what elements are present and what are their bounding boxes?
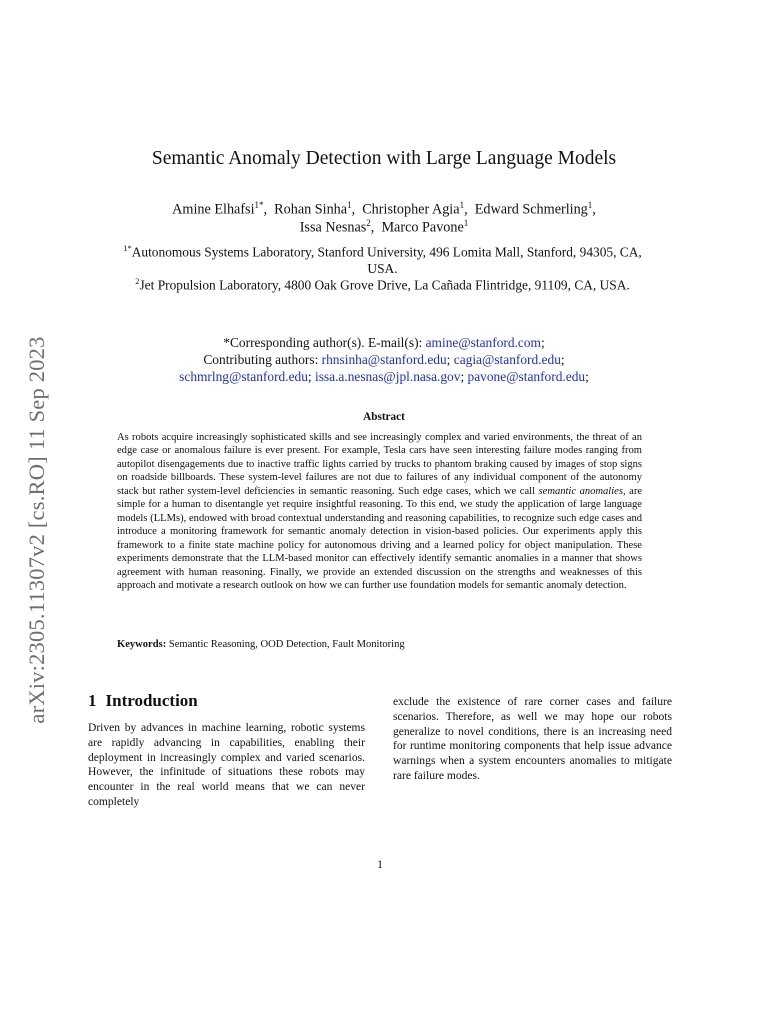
affiliation-mark: 1*	[123, 243, 132, 253]
abstract-text: As robots acquire increasingly sophisticated skills and see increasingly complex and varied environments, the threat of an edge case or anomalous failure is ever present. For example, Tesla cars have seen interesting failure modes ranging from autopilot disengagements due to inactive traffic lights carried by trucks to phantom braking caused by images of stop signs on roadside billboards. These system-level failures are not due to failures of any individual component of the autonomy stack but rather system-level deficiencies in semantic reasoning. Such edge cases, which we call	[117, 432, 642, 497]
abstract-emphasis: semantic anomalies	[538, 485, 623, 497]
author-affiliation-mark: 1*	[254, 200, 264, 210]
author-name: Marco Pavone	[381, 219, 464, 236]
corresponding-label: *Corresponding author(s). E-mail(s):	[223, 335, 426, 350]
separator: ;	[460, 369, 468, 384]
authors-line-1: Amine Elhafsi$^{1*}$, Rohan Sinha$^1$, Christopher Agia$^1$, Edward Schmerling$^1$,	[172, 200, 596, 218]
contributing-authors-line-2	[0, 368, 768, 386]
email-link[interactable]: pavone@stanford.edu	[467, 369, 586, 384]
separator: ;	[446, 352, 454, 367]
arxiv-id-text: arXiv:2305.11307v2 [cs.RO] 11 Sep 2023	[24, 336, 49, 724]
abstract-text: , are simple for a human to disentangle yet require insightful reasoning. To this end, we study the application of large language models (LLMs), endowed with broad contextual understanding and reasoning capabilities, to recognize such edge cases and introduce a monitoring framework for semantic anomaly detection in vision-based policies. Our experiments apply this framework to a finite state machine policy for autonomous driving and a learned policy for object manipulation. These experiments demonstrate that the LLM-based monitor can effectively identify semantic anomalies in a manner that shows agreement with human reasoning. Finally, we provide an extended discussion on the strengths and weaknesses of this approach and motivate a research outlook on how we can further use foundation models for semantic anomaly detection.	[117, 485, 643, 591]
author-affiliation-mark: 2	[366, 218, 371, 228]
section-number: 1	[88, 691, 97, 710]
punctuation: ;	[560, 352, 565, 367]
email-link[interactable]: rhnsinha@stanford.edu	[321, 352, 447, 367]
corresponding-email-link[interactable]: amine@stanford.com	[425, 335, 541, 350]
email-link[interactable]: schmrlng@stanford.edu	[179, 369, 308, 384]
intro-right-column: exclude the existence of rare corner cases and failure scenarios. Therefore, as well we may hope our robots generalize to novel conditions, there is an increasing need for runtime monitoring components that help issue advance warnings when a system encounters anomalies to mitigate rare failure modes.	[393, 696, 672, 782]
author-name: Edward Schmerling	[474, 201, 588, 218]
email-link[interactable]: cagia@stanford.edu	[453, 352, 561, 367]
affiliation-text: Autonomous Systems Laboratory, Stanford University, 496 Lomita Mall, Stanford, 94305, CA, USA.	[131, 244, 642, 276]
keywords-label: Keywords:	[117, 639, 167, 650]
author-affiliation-mark: 1	[347, 200, 352, 210]
section-title: Introduction	[105, 691, 198, 710]
affiliation-1	[110, 240, 655, 277]
keywords-line	[117, 639, 405, 650]
author-name: Rohan Sinha	[274, 201, 348, 218]
author-affiliation-mark: 1	[463, 218, 469, 228]
keywords-text: Semantic Reasoning, OOD Detection, Fault Monitoring	[166, 639, 405, 650]
author-affiliation-mark: 1	[459, 200, 465, 210]
contributing-authors-line-1	[0, 351, 768, 369]
separator: ;	[307, 369, 315, 384]
corresponding-author-line	[0, 334, 768, 352]
authors-line-2: Issa Nesnas$^2$, Marco Pavone$^1$	[299, 218, 469, 236]
contributing-label: Contributing authors:	[203, 352, 322, 367]
author-name: Amine Elhafsi	[172, 201, 255, 218]
email-link[interactable]: issa.a.nesnas@jpl.nasa.gov	[314, 369, 461, 384]
section-heading	[88, 691, 198, 711]
punctuation: ;	[540, 335, 545, 350]
intro-left-column: Driven by advances in machine learning, robotic systems are rapidly advancing in capabilities, enabling their deployment in increasingly complex and varied scenarios. However, the infinitude of situations these robots may encounter in the real world means that we can never completely	[88, 722, 365, 808]
abstract-heading: Abstract	[363, 411, 405, 423]
affiliation-mark: 2	[135, 276, 140, 286]
author-affiliation-mark: 1	[587, 200, 593, 210]
author-name: Christopher Agia	[362, 201, 460, 218]
punctuation: ;	[585, 369, 589, 384]
abstract-body	[117, 431, 642, 592]
page-number: 1	[377, 857, 383, 871]
paper-title: Semantic Anomaly Detection with Large Language Models	[151, 148, 617, 169]
affiliation-2	[110, 273, 655, 294]
author-name: Issa Nesnas	[299, 219, 367, 236]
affiliation-text: Jet Propulsion Laboratory, 4800 Oak Grove Drive, La Cañada Flintridge, 91109, CA, USA.	[139, 277, 630, 293]
